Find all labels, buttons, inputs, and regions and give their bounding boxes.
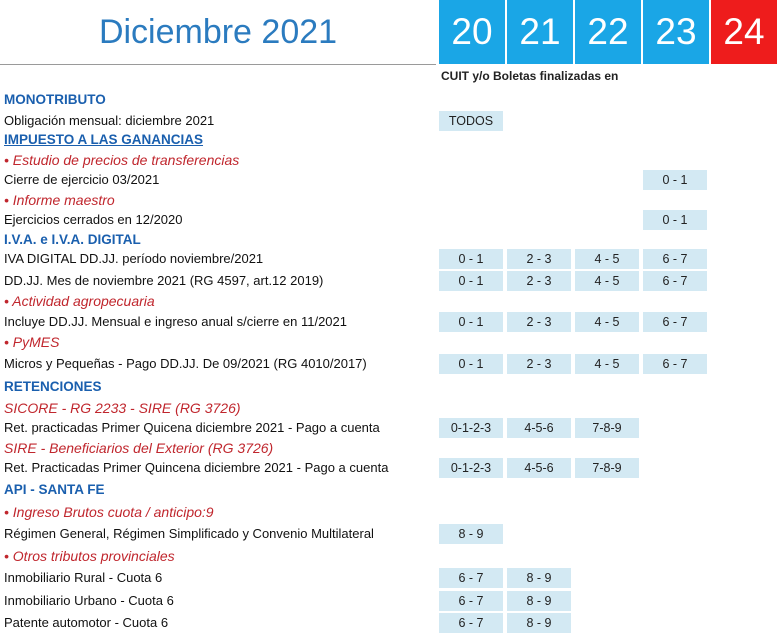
digit-cell: 8 - 9 [507, 613, 571, 633]
digit-cell: 2 - 3 [507, 249, 571, 269]
obligation-label: Incluye DD.JJ. Mensual e ingreso anual s/cierre en 11/2021 [4, 314, 348, 329]
day-20: 20 [437, 0, 505, 64]
digit-cell: 4-5-6 [507, 418, 571, 438]
digit-cell: 4 - 5 [575, 271, 639, 291]
subsection-heading: • Actividad agropecuaria [4, 293, 155, 309]
subsection-heading: • Informe maestro [4, 192, 115, 208]
digit-cell: 0 - 1 [643, 210, 707, 230]
digit-cell: TODOS [439, 111, 503, 131]
day-24: 24 [709, 0, 777, 64]
subsection-heading: • Otros tributos provinciales [4, 548, 175, 564]
obligation-label: Micros y Pequeñas - Pago DD.JJ. De 09/2021 (RG 4010/2017) [4, 356, 367, 371]
obligation-label: Ret. practicadas Primer Quicena diciembre 2021 - Pago a cuenta [4, 420, 380, 435]
digit-cell: 4 - 5 [575, 312, 639, 332]
digit-cell: 2 - 3 [507, 312, 571, 332]
digit-cell: 7-8-9 [575, 418, 639, 438]
digit-cell: 0-1-2-3 [439, 458, 503, 478]
obligation-label: Ejercicios cerrados en 12/2020 [4, 212, 183, 227]
digit-cell: 0-1-2-3 [439, 418, 503, 438]
obligation-label: Obligación mensual: diciembre 2021 [4, 113, 215, 128]
section-heading: MONOTRIBUTO [4, 92, 106, 107]
day-21: 21 [505, 0, 573, 64]
digit-cell: 8 - 9 [507, 568, 571, 588]
obligation-label: DD.JJ. Mes de noviembre 2021 (RG 4597, art.12 2019) [4, 273, 324, 288]
digit-cell: 6 - 7 [439, 568, 503, 588]
digit-cell: 6 - 7 [643, 312, 707, 332]
digit-cell: 0 - 1 [439, 249, 503, 269]
digit-cell: 8 - 9 [439, 524, 503, 544]
column-caption: CUIT y/o Boletas finalizadas en [441, 69, 619, 83]
obligation-label: Inmobiliario Rural - Cuota 6 [4, 570, 163, 585]
page-title: Diciembre 2021 [0, 0, 436, 65]
digit-cell: 0 - 1 [439, 271, 503, 291]
digit-cell: 6 - 7 [643, 249, 707, 269]
obligation-label: Régimen General, Régimen Simplificado y Convenio Multilateral [4, 526, 374, 541]
section-heading: IMPUESTO A LAS GANANCIAS [4, 132, 204, 147]
digit-cell: 2 - 3 [507, 271, 571, 291]
obligation-label: Cierre de ejercicio 03/2021 [4, 172, 160, 187]
digit-cell: 6 - 7 [439, 591, 503, 611]
digit-cell: 8 - 9 [507, 591, 571, 611]
obligation-label: IVA DIGITAL DD.JJ. período noviembre/2021 [4, 251, 264, 266]
section-heading: RETENCIONES [4, 379, 102, 394]
subsection-heading: SIRE - Beneficiarios del Exterior (RG 3726) [4, 440, 274, 456]
subsection-heading: SICORE - RG 2233 - SIRE (RG 3726) [4, 400, 241, 416]
day-22: 22 [573, 0, 641, 64]
digit-cell: 0 - 1 [439, 354, 503, 374]
digit-cell: 6 - 7 [643, 354, 707, 374]
digit-cell: 0 - 1 [439, 312, 503, 332]
digit-cell: 4 - 5 [575, 354, 639, 374]
section-heading: API - SANTA FE [4, 482, 105, 497]
digit-cell: 6 - 7 [643, 271, 707, 291]
digit-cell: 6 - 7 [439, 613, 503, 633]
obligation-label: Patente automotor - Cuota 6 [4, 615, 169, 630]
subsection-heading: • Ingreso Brutos cuota / anticipo:9 [4, 504, 214, 520]
digit-cell: 4 - 5 [575, 249, 639, 269]
digit-cell: 7-8-9 [575, 458, 639, 478]
digit-cell: 4-5-6 [507, 458, 571, 478]
obligation-label: Ret. Practicadas Primer Quincena diciembre 2021 - Pago a cuenta [4, 460, 389, 475]
section-heading: I.V.A. e I.V.A. DIGITAL [4, 232, 141, 247]
digit-cell: 2 - 3 [507, 354, 571, 374]
day-23: 23 [641, 0, 709, 64]
subsection-heading: • PyMES [4, 334, 60, 350]
subsection-heading: • Estudio de precios de transferencias [4, 152, 240, 168]
digit-cell: 0 - 1 [643, 170, 707, 190]
obligation-label: Inmobiliario Urbano - Cuota 6 [4, 593, 174, 608]
